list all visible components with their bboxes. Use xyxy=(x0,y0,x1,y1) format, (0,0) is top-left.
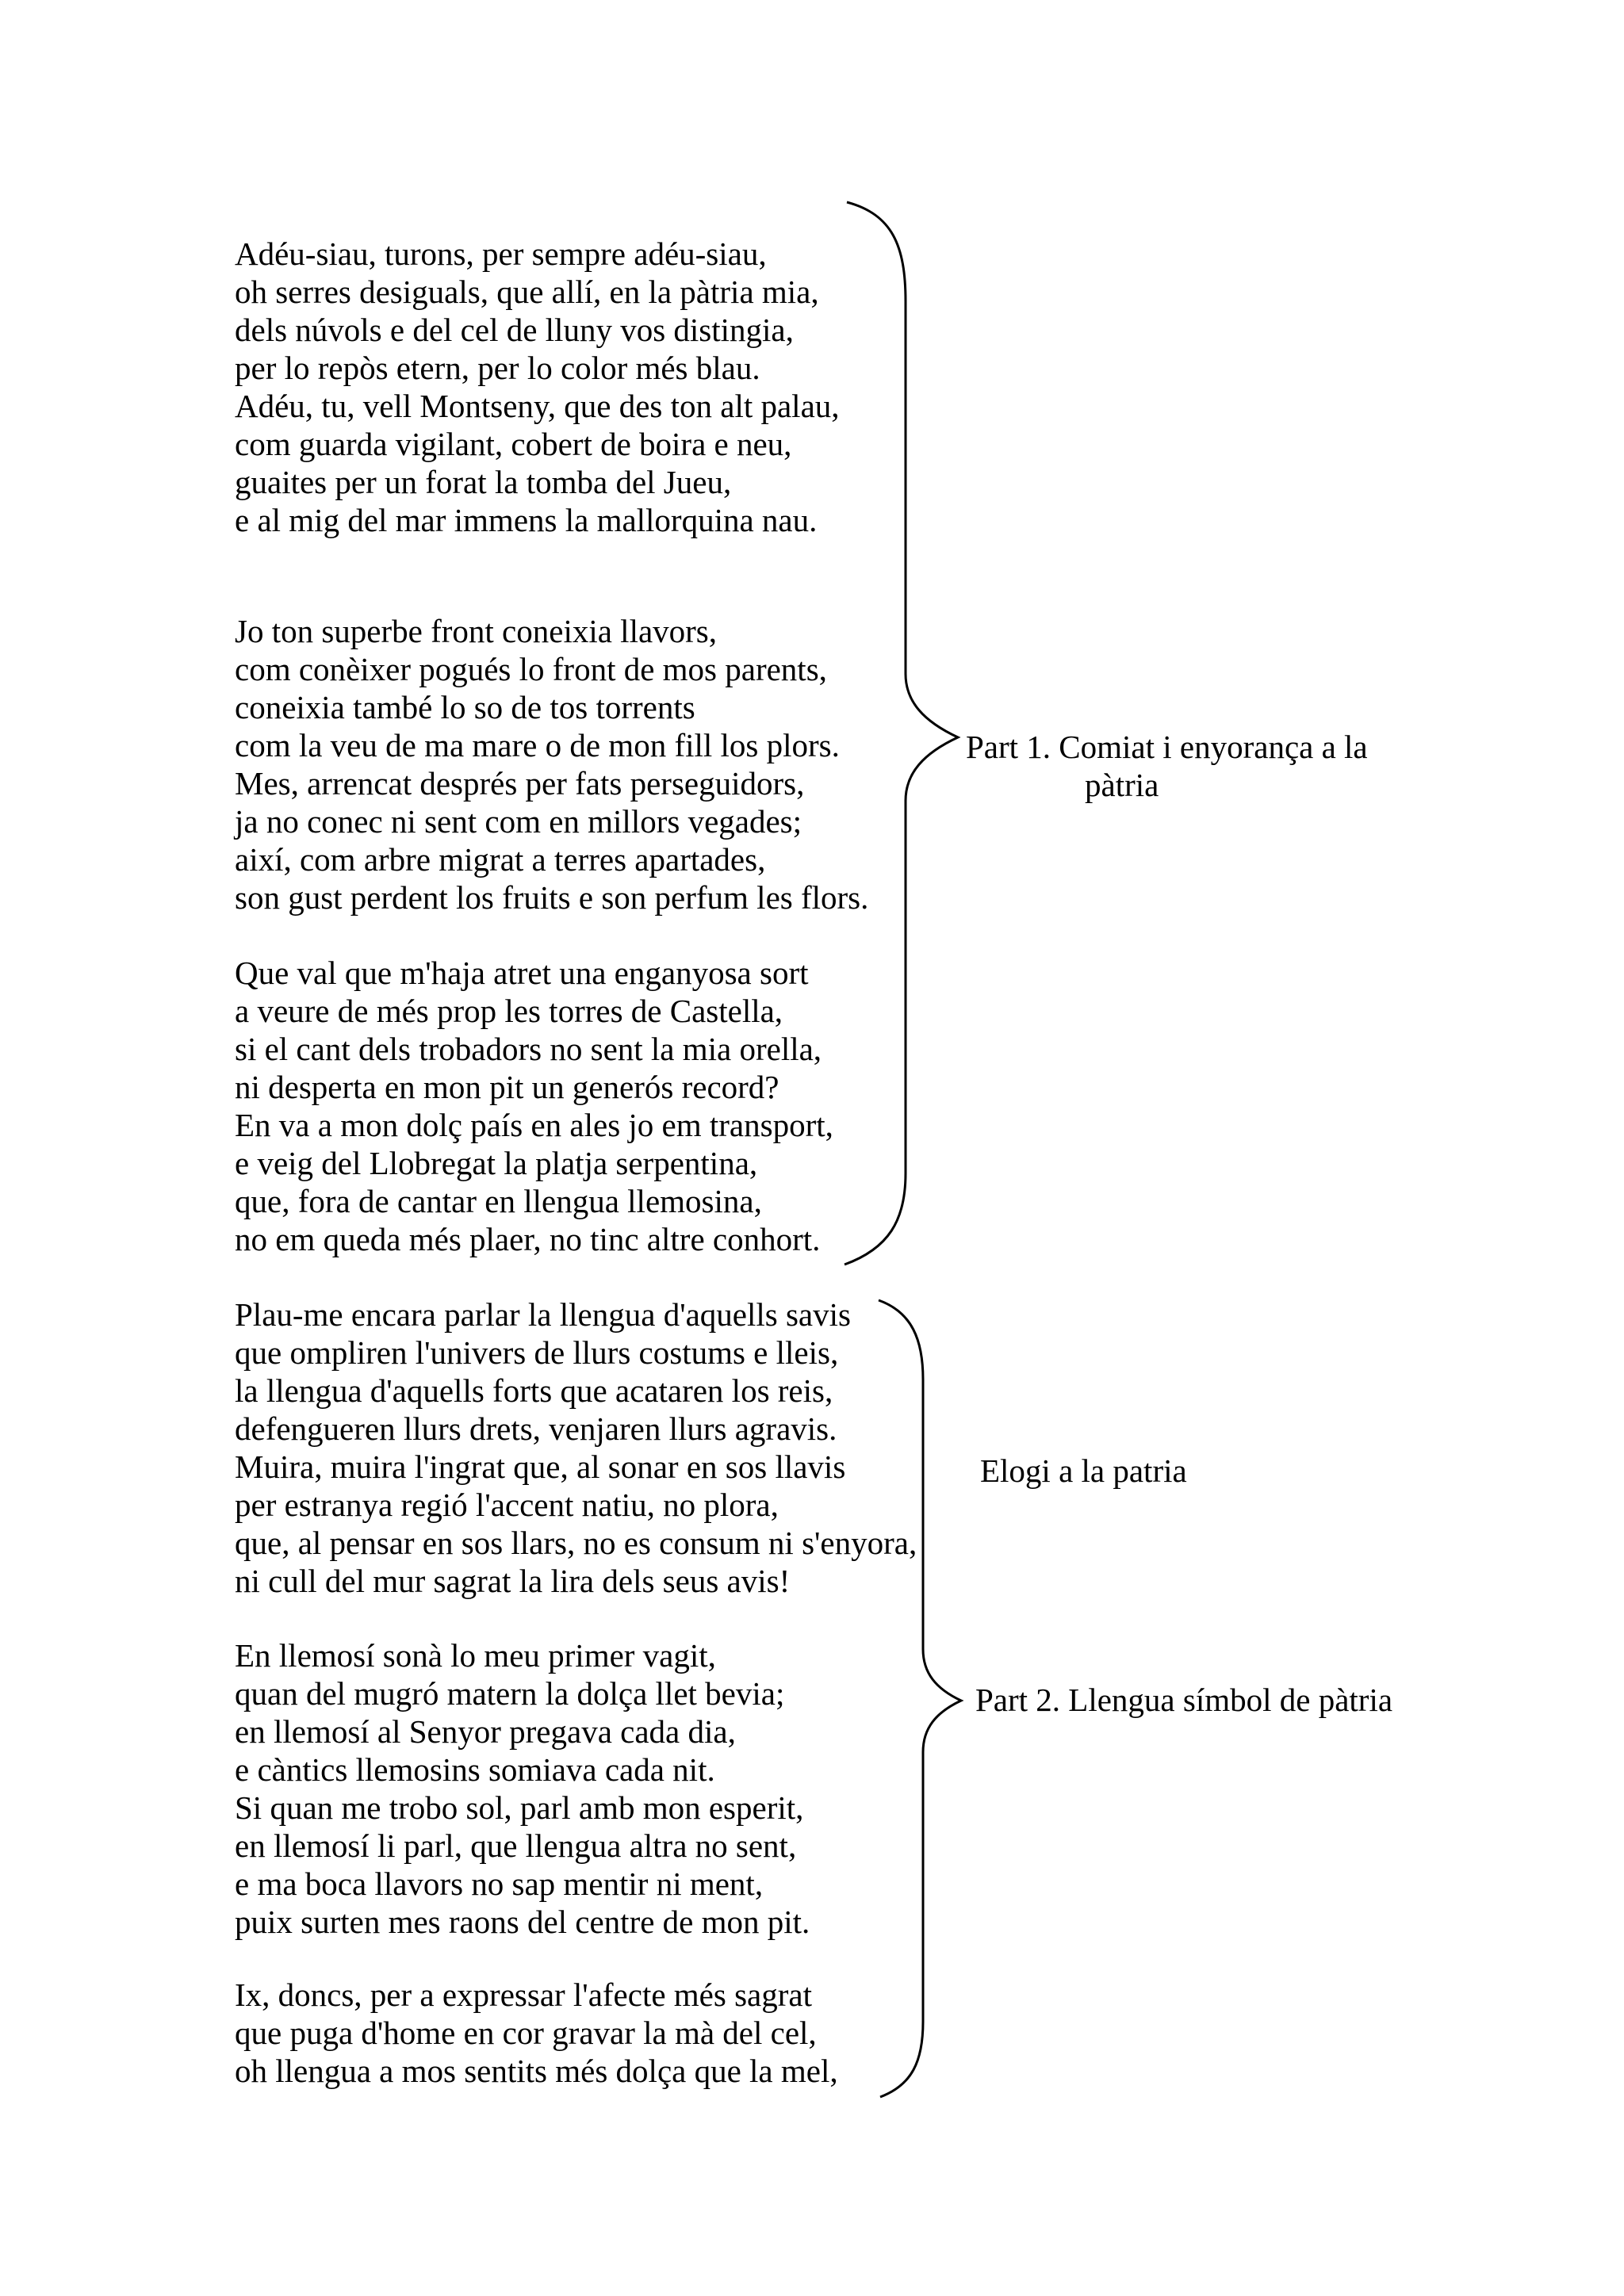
verse-line: dels núvols e del cel de lluny vos distingia, xyxy=(235,312,794,348)
verse-line: puix surten mes raons del centre de mon pit. xyxy=(235,1904,810,1940)
verse-line: Si quan me trobo sol, parl amb mon esperit, xyxy=(235,1789,804,1826)
verse-line: Ix, doncs, per a expressar l'afecte més sagrat xyxy=(235,1976,812,2013)
part2-label xyxy=(975,1681,1392,1719)
verse-line: Plau-me encara parlar la llengua d'aquells savis xyxy=(235,1296,851,1333)
verse-line: coneixia també lo so de tos torrents xyxy=(235,689,695,725)
verse-line: ni desperta en mon pit un generós record? xyxy=(235,1069,779,1105)
verse-line: com la veu de ma mare o de mon fill los plors. xyxy=(235,727,840,763)
verse-line: son gust perdent los fruits e son perfum les flors. xyxy=(235,879,869,916)
verse-line: ni cull del mur sagrat la lira dels seus avis! xyxy=(235,1563,791,1599)
elogi-label xyxy=(980,1452,1187,1490)
verse-line: com conèixer pogués lo front de mos parents, xyxy=(235,651,827,687)
verse-line: que, fora de cantar en llengua llemosina, xyxy=(235,1183,762,1219)
verse-line: no em queda més plaer, no tinc altre conhort. xyxy=(235,1221,821,1257)
verse-line: com guarda vigilant, cobert de boira e neu, xyxy=(235,426,792,462)
verse-line: Adéu, tu, vell Montseny, que des ton alt palau, xyxy=(235,388,840,424)
verse-line: per estranya regió l'accent natiu, no plora, xyxy=(235,1487,779,1523)
verse-line: En llemosí sonà lo meu primer vagit, xyxy=(235,1637,716,1674)
verse-line: en llemosí al Senyor pregava cada dia, xyxy=(235,1713,736,1750)
verse-line: ja no conec ni sent com en millors vegades; xyxy=(235,803,802,840)
verse-line: la llengua d'aquells forts que acataren los reis, xyxy=(235,1372,833,1409)
verse-line: Adéu-siau, turons, per sempre adéu-siau, xyxy=(235,235,767,272)
verse-line: guaites per un forat la tomba del Jueu, xyxy=(235,464,732,500)
verse-line: per lo repòs etern, per lo color més blau. xyxy=(235,350,760,386)
verse-line: e càntics llemosins somiava cada nit. xyxy=(235,1751,715,1788)
part1-brace xyxy=(845,202,958,1265)
verse-line: defengueren llurs drets, venjaren llurs agravis. xyxy=(235,1410,837,1447)
part2-brace xyxy=(879,1300,961,2097)
verse-line: quan del mugró matern la dolça llet bevia; xyxy=(235,1675,785,1712)
verse-line: que, al pensar en sos llars, no es consum ni s'enyora, xyxy=(235,1525,917,1561)
verse-line: e al mig del mar immens la mallorquina nau. xyxy=(235,502,818,538)
verse-line: a veure de més prop les torres de Castella, xyxy=(235,993,783,1029)
verse-line: e veig del Llobregat la platja serpentina, xyxy=(235,1145,758,1181)
verse-line: e ma boca llavors no sap mentir ni ment, xyxy=(235,1866,764,1902)
part1-label-line1: Part 1. Comiat i enyorança a la xyxy=(966,729,1368,765)
verse-line: oh serres desiguals, que allí, en la pàtria mia, xyxy=(235,274,819,310)
verse-line: si el cant dels trobadors no sent la mia orella, xyxy=(235,1031,822,1067)
part1-label xyxy=(966,728,1368,804)
verse-line: Mes, arrencat després per fats perseguidors, xyxy=(235,765,805,802)
verse-line: Jo ton superbe front coneixia llavors, xyxy=(235,613,718,649)
verse-line: Que val que m'haja atret una enganyosa sort xyxy=(235,955,809,991)
part1-label-line2: pàtria xyxy=(1085,767,1159,803)
verse-line: així, com arbre migrat a terres apartades, xyxy=(235,841,766,878)
verse-line: en llemosí li parl, que llengua altra no sent, xyxy=(235,1827,797,1864)
verse-line: que puga d'home en cor gravar la mà del cel, xyxy=(235,2015,817,2051)
elogi-label-text: Elogi a la patria xyxy=(980,1452,1187,1489)
verse-line: En va a mon dolç país en ales jo em transport, xyxy=(235,1107,833,1143)
verse-line: oh llengua a mos sentits més dolça que la mel, xyxy=(235,2053,838,2089)
part2-label-text: Part 2. Llengua símbol de pàtria xyxy=(975,1682,1393,1718)
verse-line: que ompliren l'univers de llurs costums e lleis, xyxy=(235,1334,839,1371)
verse-line: Muira, muira l'ingrat que, al sonar en sos llavis xyxy=(235,1448,846,1485)
